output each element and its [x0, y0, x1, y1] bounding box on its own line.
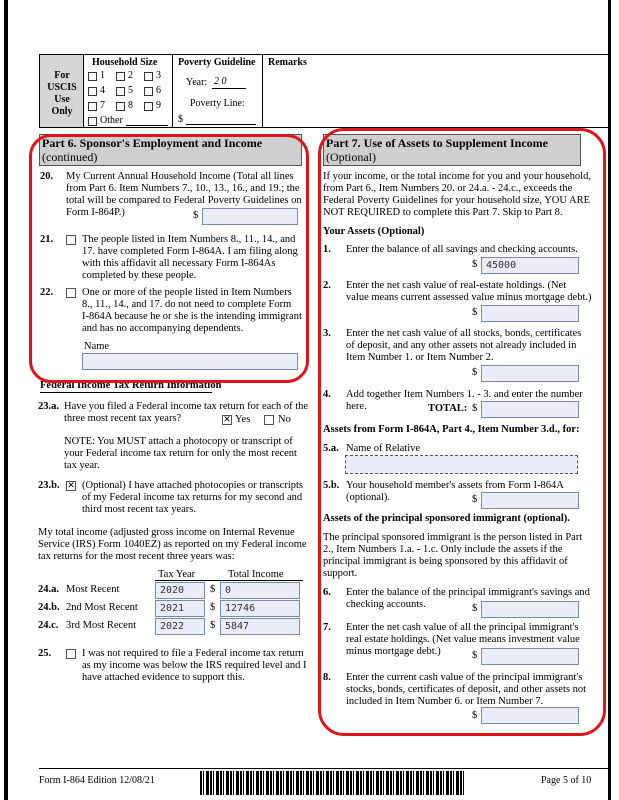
- household-3-checkbox[interactable]: [144, 72, 153, 81]
- household-9-checkbox[interactable]: [144, 102, 153, 111]
- savings-balance-input[interactable]: 45000: [481, 257, 579, 274]
- note-text: NOTE: You MUST attach a photocopy or transcript of: [64, 436, 293, 447]
- income-intro: My total income (adjusted gross income on Internal Revenue: [38, 527, 295, 538]
- total-label: TOTAL:: [428, 403, 468, 414]
- household-6-checkbox[interactable]: [144, 87, 153, 96]
- item23b-checkbox[interactable]: ✕: [67, 481, 75, 491]
- poverty-line-field[interactable]: [186, 124, 256, 125]
- tax-year-2-input[interactable]: 2021: [155, 600, 205, 617]
- remarks-header: Remarks: [268, 57, 307, 68]
- household-2-checkbox[interactable]: [116, 72, 125, 81]
- part6-subtitle: (continued): [42, 150, 98, 164]
- household-7-checkbox[interactable]: [88, 102, 97, 111]
- tax-year-3-input[interactable]: 2022: [155, 618, 205, 635]
- household-5-checkbox[interactable]: [116, 87, 125, 96]
- part7-title: Part 7. Use of Assets to Supplement Income: [326, 136, 548, 150]
- income-1-input[interactable]: 0: [220, 582, 300, 599]
- principal-assets-header: Assets of the principal sponsored immigrant (optional).: [323, 513, 570, 524]
- household-4-checkbox[interactable]: [88, 87, 97, 96]
- tax-year-1-input[interactable]: 2020: [155, 582, 205, 599]
- filed-no-checkbox[interactable]: [264, 415, 274, 425]
- page-number: Page 5 of 10: [541, 775, 592, 786]
- barcode: [200, 771, 465, 795]
- your-assets-header: Your Assets (Optional): [323, 226, 425, 237]
- tax-section-header: Federal Income Tax Return Information: [40, 380, 222, 391]
- annotation-circle-part7: [318, 128, 606, 736]
- page-left-border: [4, 0, 8, 800]
- part6-title: Part 6. Sponsor's Employment and Income: [42, 136, 263, 150]
- part7-subtitle: (Optional): [326, 150, 376, 164]
- item25-checkbox[interactable]: [66, 649, 76, 659]
- income-2-input[interactable]: 12746: [220, 600, 300, 617]
- tax-year-header: Tax Year: [158, 569, 196, 580]
- year-field[interactable]: 2 0: [214, 76, 227, 87]
- household-8-checkbox[interactable]: [116, 102, 125, 111]
- household-other-checkbox[interactable]: [88, 117, 97, 126]
- office-use-label: For USCIS Use Only: [47, 70, 77, 117]
- assets-864a-header: Assets from Form I-864A, Part 4., Item Number 3.d., for:: [323, 424, 580, 435]
- part7-intro: If your income, or the total income for you and your household,: [323, 171, 591, 182]
- poverty-guideline-header: Poverty Guideline: [178, 57, 256, 68]
- household-1-checkbox[interactable]: [88, 72, 97, 81]
- name-label: Name: [84, 341, 110, 352]
- income-3-input[interactable]: 5847: [220, 618, 300, 635]
- household-size-header: Household Size: [92, 57, 158, 68]
- total-income-header: Total Income: [228, 569, 284, 580]
- form-id: Form I-864 Edition 12/08/21: [39, 775, 155, 786]
- filed-yes-checkbox[interactable]: ✕: [223, 415, 231, 425]
- item20-text-1: My Current Annual Household Income (Total all lines: [66, 171, 294, 182]
- annotation-circle-part6: [29, 134, 309, 383]
